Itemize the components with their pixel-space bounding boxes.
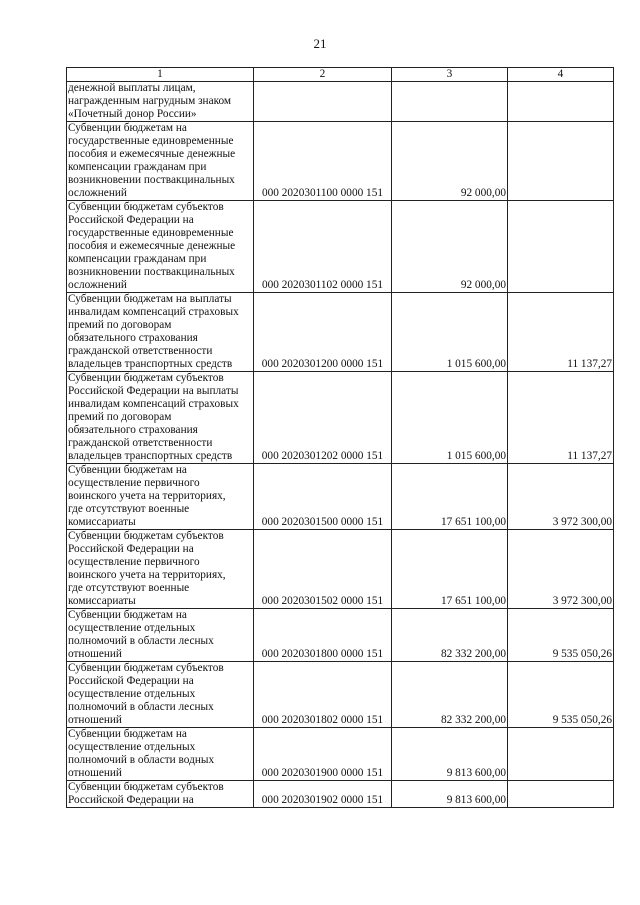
row-amount-cell: 1 015 600,00 bbox=[392, 372, 508, 464]
row-code-cell: 000 2020301100 0000 151 bbox=[254, 122, 392, 201]
row-amount2-cell bbox=[508, 201, 614, 293]
row-name-cell: Субвенции бюджетам субъектов Российской Федерации на осуществление первичного воинского учета на территориях, где отсутствуют военные комиссариаты bbox=[67, 530, 254, 609]
row-amount2-cell: 9 535 050,26 bbox=[508, 662, 614, 728]
row-name-cell: Субвенции бюджетам на осуществление отдельных полномочий в области водных отношений bbox=[67, 728, 254, 781]
table-row bbox=[67, 372, 614, 464]
column-header: 2 bbox=[254, 68, 392, 82]
table-row bbox=[67, 609, 614, 662]
row-name-cell: Субвенции бюджетам субъектов Российской Федерации на bbox=[67, 781, 254, 808]
row-amount2-cell: 11 137,27 bbox=[508, 293, 614, 372]
row-name-cell: Субвенции бюджетам на осуществление первичного воинского учета на территориях, где отсутствуют военные комиссариаты bbox=[67, 464, 254, 530]
row-amount-cell: 17 651 100,00 bbox=[392, 530, 508, 609]
table-row bbox=[67, 201, 614, 293]
column-header: 1 bbox=[67, 68, 254, 82]
budget-table bbox=[66, 67, 614, 808]
row-code-cell: 000 2020301200 0000 151 bbox=[254, 293, 392, 372]
table-row bbox=[67, 82, 614, 122]
row-amount2-cell bbox=[508, 82, 614, 122]
row-code-cell bbox=[254, 82, 392, 122]
row-amount-cell bbox=[392, 82, 508, 122]
table-row bbox=[67, 662, 614, 728]
row-amount-cell: 1 015 600,00 bbox=[392, 293, 508, 372]
row-amount-cell: 9 813 600,00 bbox=[392, 781, 508, 808]
row-code-cell: 000 2020301202 0000 151 bbox=[254, 372, 392, 464]
row-code-cell: 000 2020301502 0000 151 bbox=[254, 530, 392, 609]
row-amount2-cell: 9 535 050,26 bbox=[508, 609, 614, 662]
row-amount2-cell: 3 972 300,00 bbox=[508, 530, 614, 609]
row-name-cell: Субвенции бюджетам на государственные единовременные пособия и ежемесячные денежные компенсации гражданам при возникновении поствакцинальных осложнений bbox=[67, 122, 254, 201]
row-amount2-cell bbox=[508, 122, 614, 201]
row-name-cell: Субвенции бюджетам субъектов Российской Федерации на осуществление отдельных полномочий в области лесных отношений bbox=[67, 662, 254, 728]
table-row bbox=[67, 464, 614, 530]
row-code-cell: 000 2020301800 0000 151 bbox=[254, 609, 392, 662]
row-amount2-cell bbox=[508, 781, 614, 808]
row-amount2-cell: 11 137,27 bbox=[508, 372, 614, 464]
table-row bbox=[67, 530, 614, 609]
table-row bbox=[67, 122, 614, 201]
row-code-cell: 000 2020301802 0000 151 bbox=[254, 662, 392, 728]
table-row bbox=[67, 728, 614, 781]
row-amount-cell: 92 000,00 bbox=[392, 201, 508, 293]
row-amount2-cell bbox=[508, 728, 614, 781]
row-name-cell: денежной выплаты лицам, награжденным нагрудным знаком «Почетный донор России» bbox=[67, 82, 254, 122]
table-header-row bbox=[67, 68, 614, 82]
row-name-cell: Субвенции бюджетам субъектов Российской Федерации на государственные единовременные пособия и ежемесячные денежные компенсации гражданам при возникновении поствакцинальных осложнений bbox=[67, 201, 254, 293]
row-amount2-cell: 3 972 300,00 bbox=[508, 464, 614, 530]
row-code-cell: 000 2020301500 0000 151 bbox=[254, 464, 392, 530]
page-number: 21 bbox=[313, 36, 327, 51]
row-amount-cell: 9 813 600,00 bbox=[392, 728, 508, 781]
table-row bbox=[67, 781, 614, 808]
column-header: 3 bbox=[392, 68, 508, 82]
row-code-cell: 000 2020301902 0000 151 bbox=[254, 781, 392, 808]
row-name-cell: Субвенции бюджетам на выплаты инвалидам компенсаций страховых премий по договорам обязательного страхования гражданской ответственности владельцев транспортных средств bbox=[67, 293, 254, 372]
row-amount-cell: 92 000,00 bbox=[392, 122, 508, 201]
row-name-cell: Субвенции бюджетам субъектов Российской Федерации на выплаты инвалидам компенсаций страховых премий по договорам обязательного страхования гражданской ответственности владельцев транспортных средств bbox=[67, 372, 254, 464]
row-code-cell: 000 2020301900 0000 151 bbox=[254, 728, 392, 781]
row-amount-cell: 82 332 200,00 bbox=[392, 609, 508, 662]
row-amount-cell: 82 332 200,00 bbox=[392, 662, 508, 728]
row-name-cell: Субвенции бюджетам на осуществление отдельных полномочий в области лесных отношений bbox=[67, 609, 254, 662]
table-row bbox=[67, 293, 614, 372]
row-amount-cell: 17 651 100,00 bbox=[392, 464, 508, 530]
row-code-cell: 000 2020301102 0000 151 bbox=[254, 201, 392, 293]
column-header: 4 bbox=[508, 68, 614, 82]
